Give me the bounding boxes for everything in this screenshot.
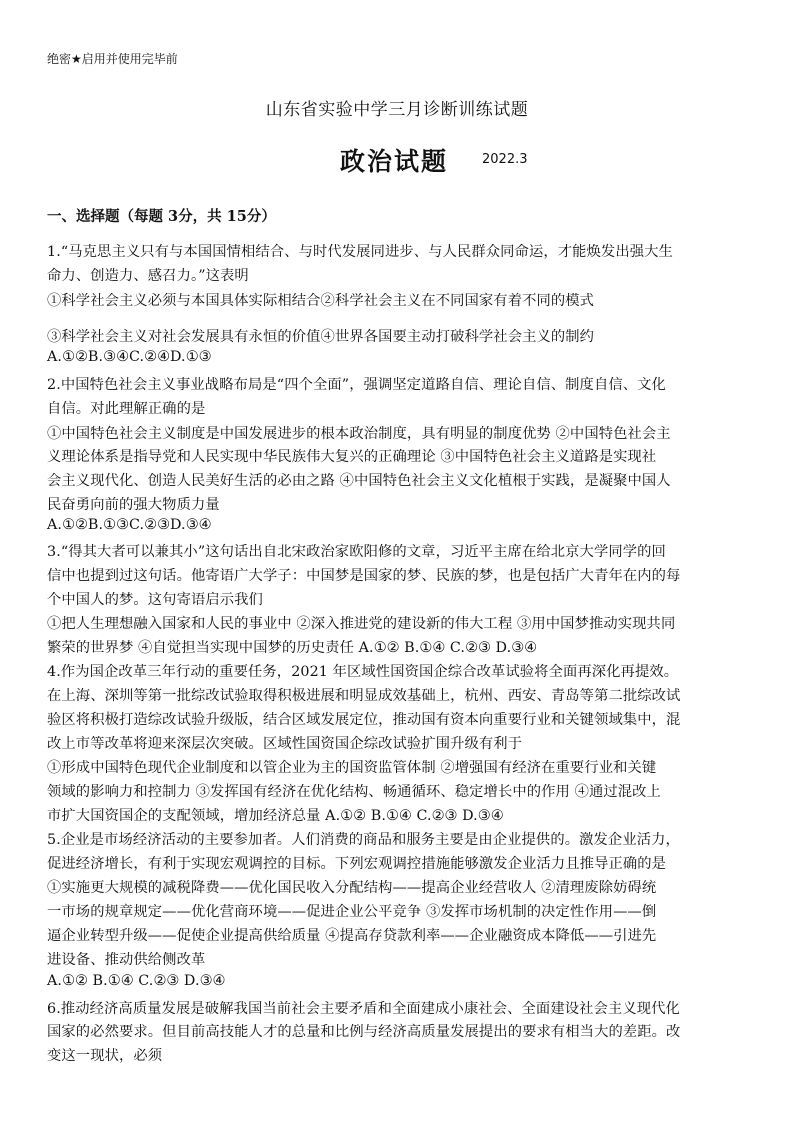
text-line: ①实施更大规模的减税降费——优化国民收入分配结构——提高企业经营收人 ②清理废除妨碍统 — [47, 880, 657, 896]
text-line: 义理论体系是指导党和人民实现中华民族伟大复兴的正确理论 ③中国特色社会主义道路是实现社 — [47, 449, 657, 465]
text-line: 国家的必然要求。但目前高技能人才的总量和比例与经济高质量发展提出的要求有相当大的差距。改 — [47, 1024, 681, 1040]
text-line: 5.企业是市场经济活动的主要参加者。人们消费的商品和服务主要是由企业提供的。激发企业活力， — [47, 832, 680, 848]
secret-label: 绝密★启用并使用完毕前 — [47, 52, 178, 66]
text-line: ①形成中国特色现代企业制度和以管企业为主的国资监管体制 ②增强国有经济在重要行业和关键 — [47, 760, 657, 776]
section-heading: 一、选择题（每题 3分，共 15分） — [47, 208, 276, 225]
text-line: 领域的影响力和控制力 ③发挥国有经济在优化结构、畅通循环、稳定增长中的作用 ④通过混改上 — [47, 784, 661, 800]
text-line: A.①②B.③④C.②④D.①③ — [47, 349, 212, 365]
text-line: 变这一现状，必须 — [47, 1048, 163, 1064]
text-line: 促进经济增长，有利于实现宏观调控的目标。下列宏观调控措施能够激发企业活力且推导正确的是 — [47, 856, 667, 872]
text-line: 进设备、推动供给侧改革 — [47, 952, 206, 968]
text-line: ①把人生理想融入国家和人民的事业中 ②深入推进党的建设新的伟大工程 ③用中国梦推动实现共同 — [47, 616, 676, 632]
text-line: 3.“得其大者可以兼其小”这句话出自北宋政治家欧阳修的文章，习近平主席在给北京大学同学的回 — [47, 544, 666, 560]
exam-title: 山东省实验中学三月诊断训练试题 — [265, 100, 529, 120]
text-line: 会主义现代化、创造人民美好生活的必由之路 ④中国特色社会主义文化植根于实践，是凝聚中国人 — [47, 473, 671, 489]
text-line: 在上海、深圳等第一批综改试验取得积极进展和明显成效基础上，杭州、西安、青岛等第二批综改试 — [47, 688, 681, 704]
text-line: 个中国人的梦。这句寄语启示我们 — [47, 592, 263, 608]
text-line: 信中也提到过这句话。他寄语广大学子：中国梦是国家的梦、民族的梦，也是包括广大青年在内的每 — [47, 568, 681, 584]
text-line: 繁荣的世界梦 ④自觉担当实现中国梦的历史责任 A.①② B.①④ C.②③ D.③④ — [47, 640, 538, 656]
text-line: 民奋勇向前的强大物质力量 — [47, 497, 220, 513]
text-line: 1.“马克思主义只有与本国国情相结合、与时代发展同进步、与人民群众同命运，才能焕发出强大生 — [47, 244, 673, 260]
text-line: ①中国特色社会主义制度是中国发展进步的根本政治制度，具有明显的制度优势 ②中国特色社会主 — [47, 426, 671, 442]
subject-title: 政治试题 — [340, 147, 449, 176]
text-line: 6.推动经济高质量发展是破解我国当前社会主要矛盾和全面建成小康社会、全面建设社会主义现代化 — [47, 1001, 680, 1017]
text-line: 一市场的规章规定——优化营商环境——促进企业公平竞争 ③发挥市场机制的决定性作用——倒 — [47, 904, 657, 920]
text-line: 2.中国特色社会主义事业战略布局是“四个全面”，强调坚定道路自信、理论自信、制度自信、文化 — [47, 377, 666, 393]
exam-date: 2022.3 — [482, 152, 528, 167]
text-line: 改上市等改革将迎来深层次突破。区域性国资国企综改试验扩围升级有利于 — [47, 736, 523, 752]
text-line: ③科学社会主义对社会发展具有永恒的价值④世界各国要主动打破科学社会主义的制约 — [47, 329, 595, 345]
text-line: 验区将积极打造综改试验升级版，结合区域发展定位，推动国有资本向重要行业和关键领域集中，混 — [47, 712, 681, 728]
text-line: 4.作为国企改革三年行动的重要任务，2021 年区域性国资国企综合改革试验将全面再深化再提效。 — [47, 664, 679, 680]
text-line: A.①②B.①③C.②③D.③④ — [47, 517, 212, 533]
text-line: 自信。对此理解正确的是 — [47, 401, 206, 417]
text-line: 命力、创造力、感召力。”这表明 — [47, 268, 249, 284]
text-line: A.①② B.①④ C.②③ D.③④ — [47, 973, 226, 989]
text-line: ①科学社会主义必须与本国具体实际相结合②科学社会主义在不同国家有着不同的模式 — [47, 293, 595, 309]
text-line: 逼企业转型升级——促使企业提高供给质量 ④提高存贷款利率——企业融资成本降低——引进先 — [47, 928, 657, 944]
text-line: 市扩大国资国企的支配领域，增加经济总量 A.①② B.①④ C.②③ D.③④ — [47, 808, 504, 824]
